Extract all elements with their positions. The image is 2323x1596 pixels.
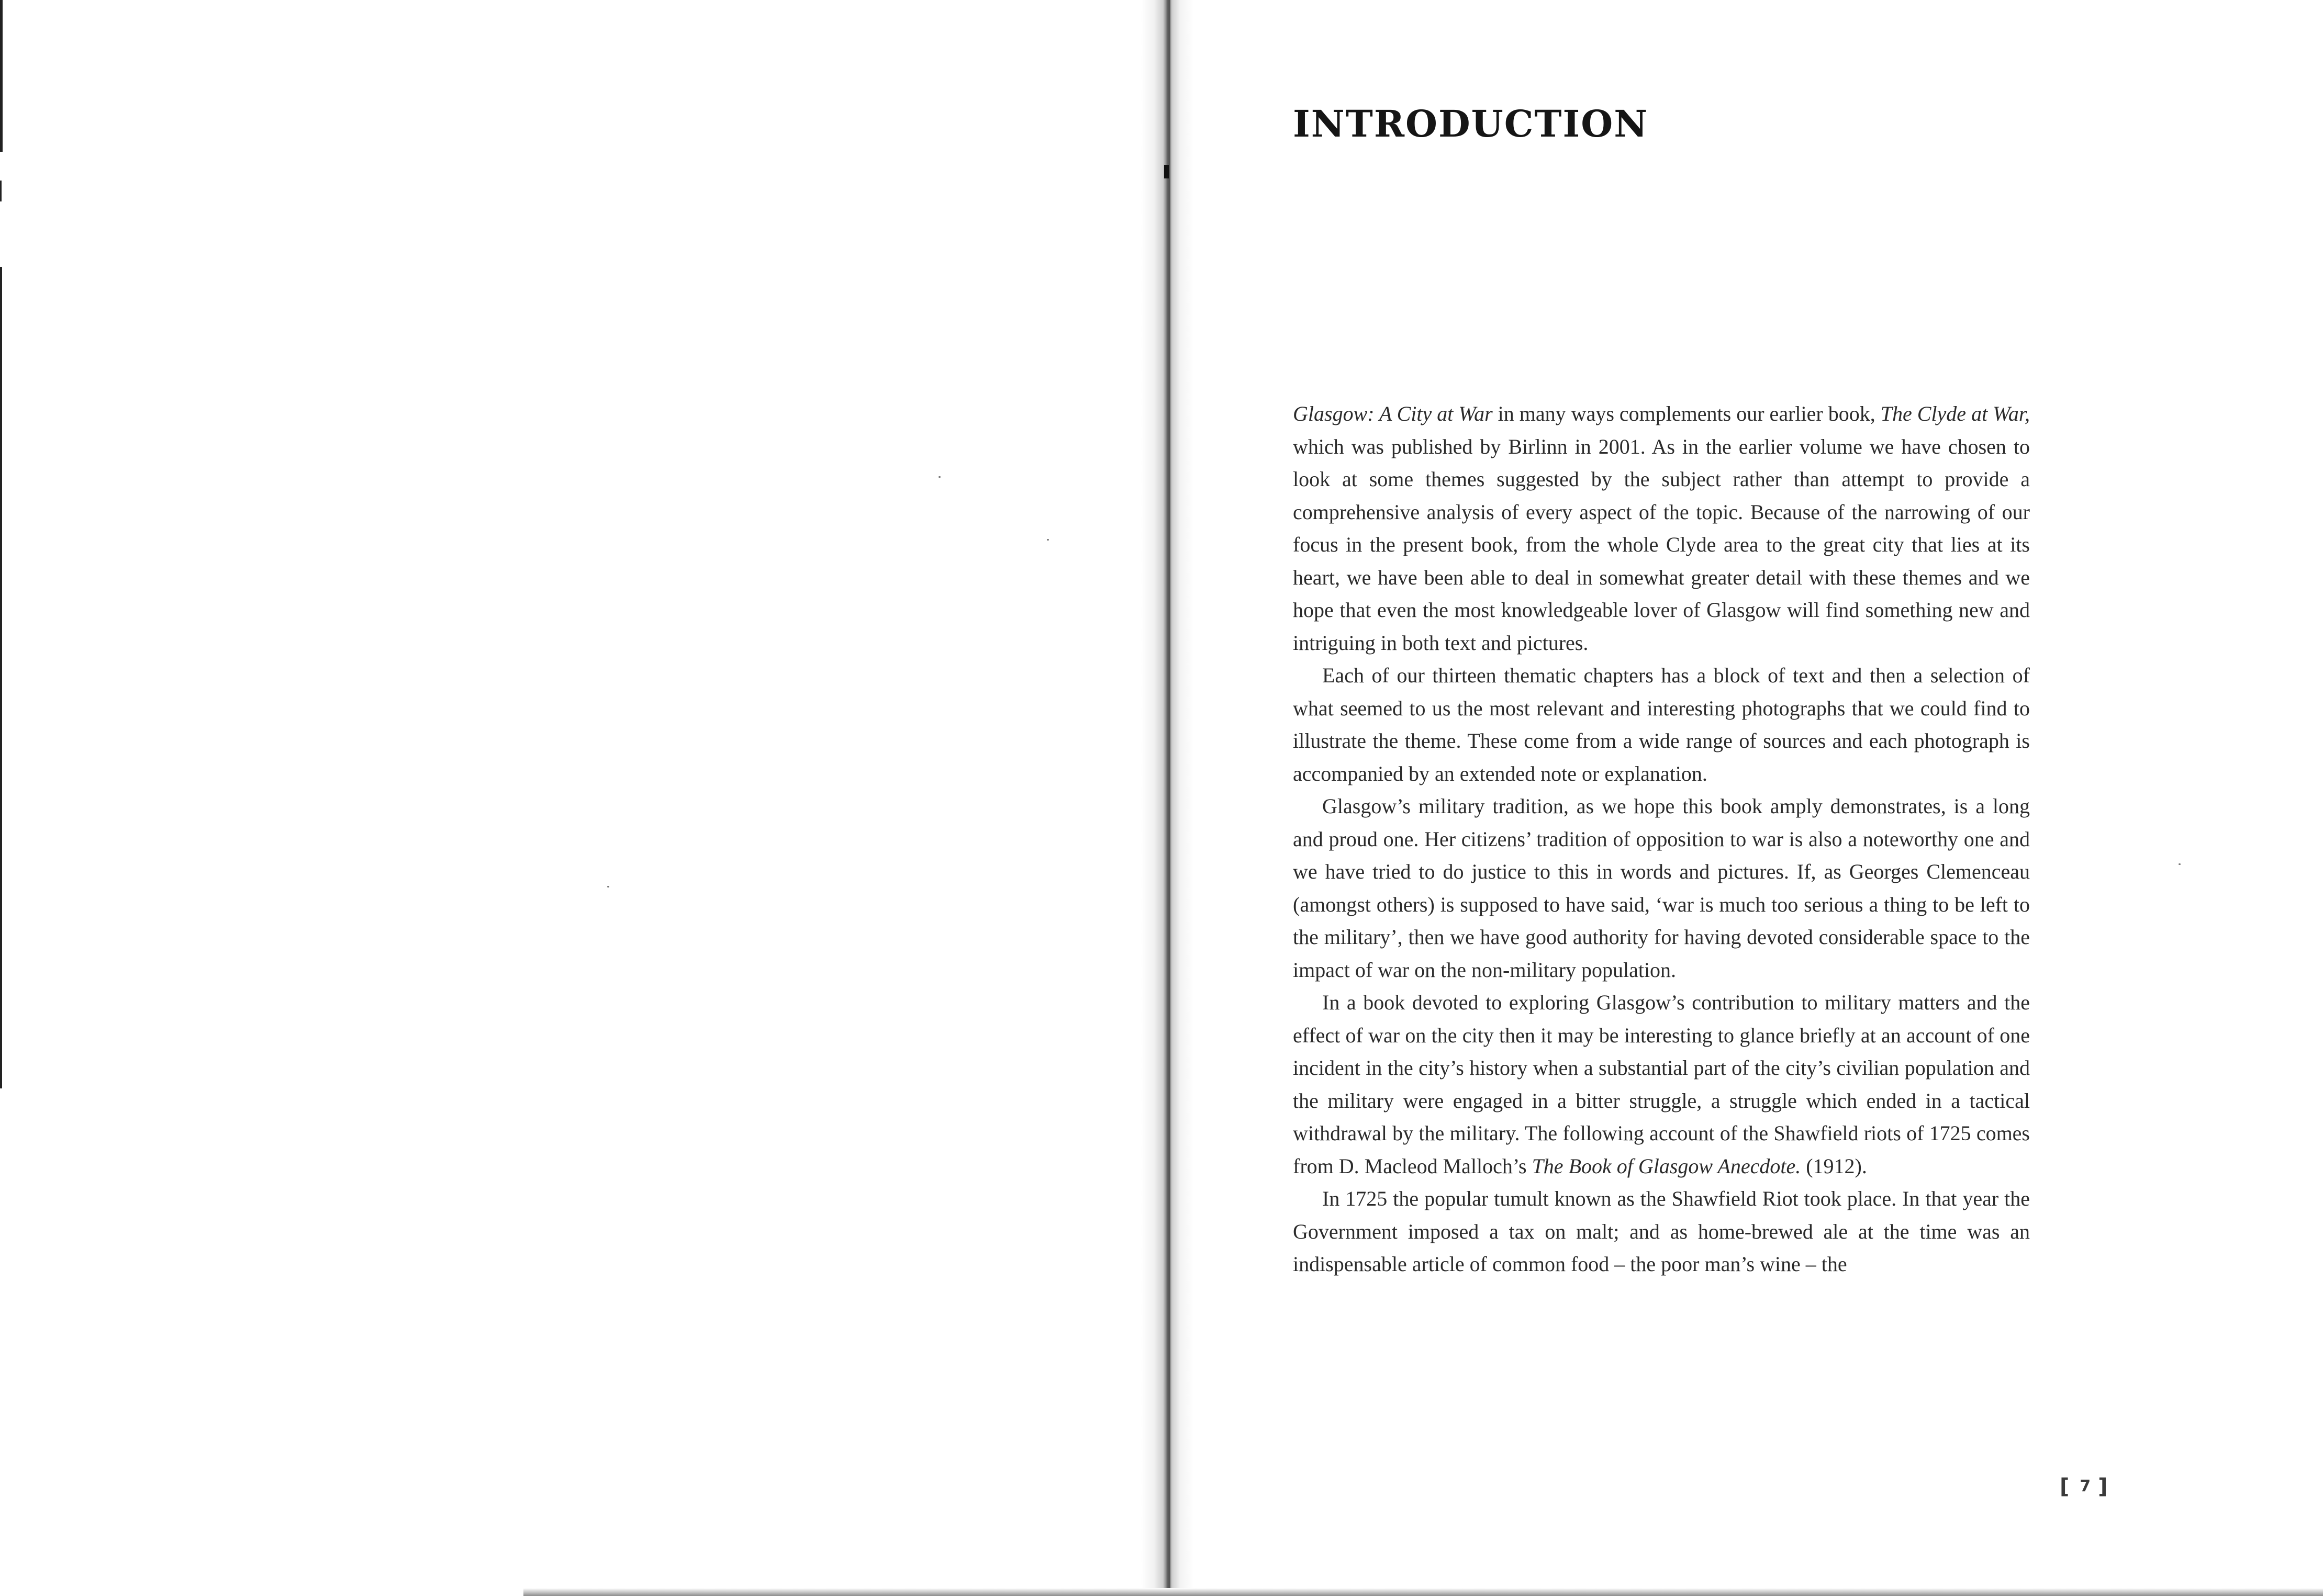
paragraph-text: Each of our thirteen thematic chapters has a block of text and then a selection of what seemed to us the most relevant and interesting photographs that we could find to illustrate the theme. These come from a wide range of sources and each photograph is accompanied by an extended note or explanation. <box>1293 664 2030 785</box>
italic-title-text: Glasgow: A City at War <box>1293 402 1493 425</box>
page-number <box>2060 1475 2110 1499</box>
book-gutter <box>1141 0 1193 1596</box>
paragraph-text: In a book devoted to exploring Glasgow’s contribution to military matters and the effect of war on the city then it may be interesting to glance briefly at an account of one incident in the city’s history when a substantial part of the city’s civilian population and the military were engaged in a bitter struggle, a struggle which ended in a tactical withdrawal by the military. The following account of the Shawfield riots of 1725 comes from D. Macleod Malloch’s <box>1293 991 2030 1178</box>
body-text <box>1293 398 2030 1281</box>
gutter-mark <box>1164 165 1169 178</box>
paragraph <box>1293 790 2030 986</box>
gutter-line <box>1168 0 1170 1596</box>
paragraph <box>1293 986 2030 1183</box>
paragraph <box>1293 1183 2030 1281</box>
page-bottom-shadow <box>523 1588 2323 1596</box>
page-speck <box>939 476 941 478</box>
paragraph-text: Glasgow’s military tradition, as we hope this book amply demonstrates, is a long and proud one. Her citizens’ tradition of opposition to war is also a noteworthy one and we have tried to do justice to this in words and pictures. If, as Georges Clemenceau (amongst others) is supposed to have said, ‘war is much too serious a thing to be left to the military’, then we have good authority for having devoted considerable space to the impact of war on the non-military population. <box>1293 794 2030 982</box>
folio-bracket-close: ] <box>2098 1475 2111 1499</box>
folio-bracket-open: [ <box>2060 1475 2073 1499</box>
paragraph <box>1293 659 2030 790</box>
paragraph-text: In 1725 the popular tumult known as the Shawfield Riot took place. In that year the Government imposed a tax on malt; and as home-brewed ale at the time was an indispensable article of common food – the poor man’s wine – the <box>1293 1187 2030 1276</box>
page-speck <box>1047 539 1049 541</box>
chapter-title: INTRODUCTION <box>1293 102 1649 145</box>
paragraph-text: which was published by Birlinn in 2001. As in the earlier volume we have chosen to look at some themes suggested by the subject rather than attempt to provide a comprehensive analysis of every aspect of the topic. Because of the narrowing of our focus in the present book, from the whole Clyde area to the great city that lies at its heart, we have been able to deal in somewhat greater detail with these themes and we hope that even the most knowledgeable lover of Glasgow will find something new and intriguing in both text and pictures. <box>1293 434 2030 655</box>
paragraph-text: in many ways complements our earlier book, <box>1492 402 1881 425</box>
left-page-edge-mark <box>0 181 2 201</box>
italic-title-text: The Clyde at War, <box>1880 402 2030 425</box>
page-speck <box>2179 863 2181 865</box>
italic-title-text: The Book of Glasgow Anecdote. <box>1532 1154 1801 1178</box>
folio-number: 7 <box>2080 1477 2091 1496</box>
paragraph <box>1293 398 2030 659</box>
left-page-edge-mark <box>0 0 3 152</box>
left-page-edge-mark <box>0 267 2 1088</box>
paragraph-text: (1912). <box>1801 1154 1867 1178</box>
page-speck <box>607 886 609 887</box>
